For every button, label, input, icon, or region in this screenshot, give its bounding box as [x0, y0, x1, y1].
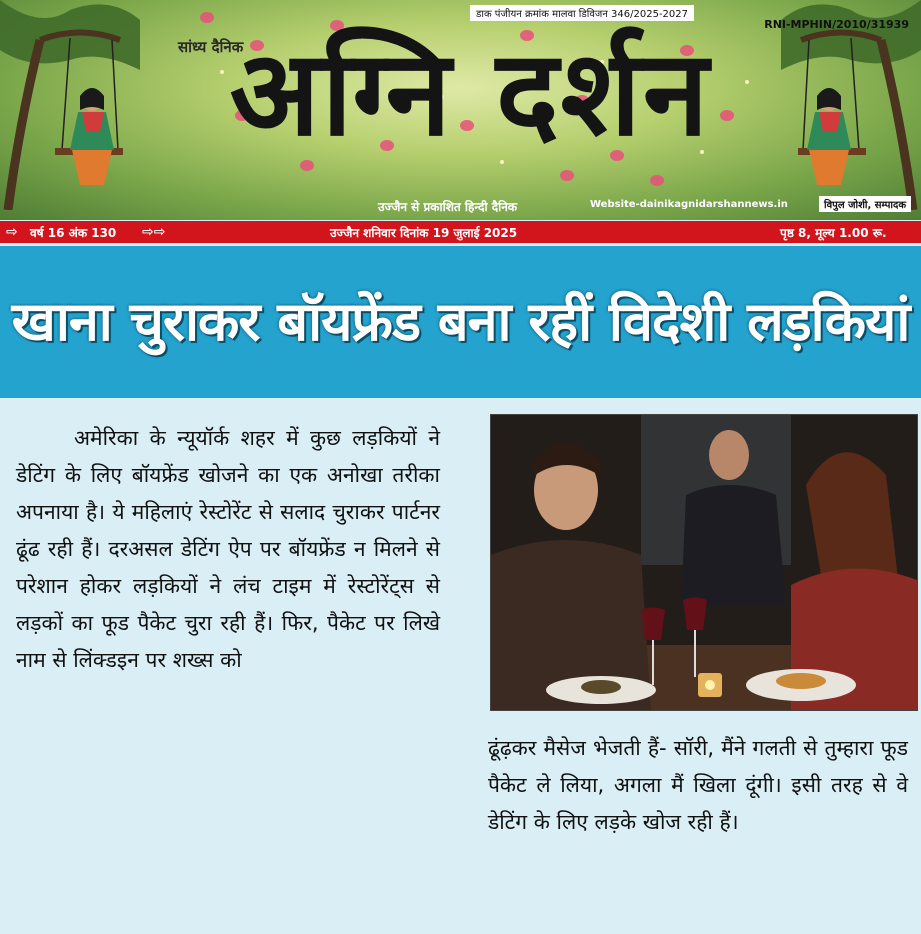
masthead-prefix: सांध्य दैनिक — [178, 38, 244, 56]
postal-registration: डाक पंजीयन क्रमांक मालवा डिविजन 346/2025-2027 — [470, 5, 694, 21]
article-body-left — [16, 420, 440, 679]
date-line: उज्जैन शनिवार दिनांक 19 जुलाई 2025 — [330, 226, 518, 240]
website-label: Website-dainikagnidarshannews.in — [590, 199, 788, 210]
publication-place: उज्जैन से प्रकाशित हिन्दी दैनिक — [378, 200, 518, 214]
arrow-right-icon: ⇨⇨ — [142, 224, 166, 240]
arrow-right-icon: ⇨ — [6, 224, 18, 240]
rni-number: RNI-MPHIN/2010/31939 — [764, 18, 909, 31]
issue-info-bar — [0, 221, 921, 243]
swing-girl-illustration-left — [0, 0, 140, 210]
newspaper-title: अग्नि दर्शन — [229, 24, 711, 162]
article-photo — [490, 414, 918, 711]
article-body-right — [488, 730, 908, 841]
masthead — [0, 0, 921, 220]
page-price: पृष्ठ 8, मूल्य 1.00 रू. — [780, 226, 887, 240]
swing-girl-illustration-right — [781, 0, 921, 210]
headline-band — [0, 246, 921, 398]
article-paragraph: ढूंढ़कर मैसेज भेजती हैं- सॉरी, मैंने गलती से तुम्हारा फूड पैकेट ले लिया, अगला मैं खिला दूंगी। इसी तरह से वे डेटिंग के लिए लड़के खोज रही हैं। — [488, 736, 908, 834]
editor-name: विपुल जोशी, सम्पादक — [819, 196, 911, 212]
article-paragraph: अमेरिका के न्यूयॉर्क शहर में कुछ लड़कियों ने डेटिंग के लिए बॉयफ्रेंड खोजने का एक अनोखा तरीका अपनाया है। ये महिलाएं रेस्टोरेंट से सलाद चुराकर पार्टनर ढूंढ रही हैं। दरअसल डेटिंग ऐप पर बॉयफ्रेंड न मिलने से परेशान होकर लड़कियों ने लंच टाइम में रेस्टोरेंट्स से लड़कों का फूड पैकेट चुरा रही हैं। फिर, पैकेट पर लिखे नाम से लिंक्डइन पर शख्स को — [16, 426, 440, 672]
year-issue: वर्ष 16 अंक 130 — [30, 226, 117, 240]
article-headline: खाना चुराकर बॉयफ्रेंड बना रहीं विदेशी लड़कियां — [11, 290, 910, 353]
